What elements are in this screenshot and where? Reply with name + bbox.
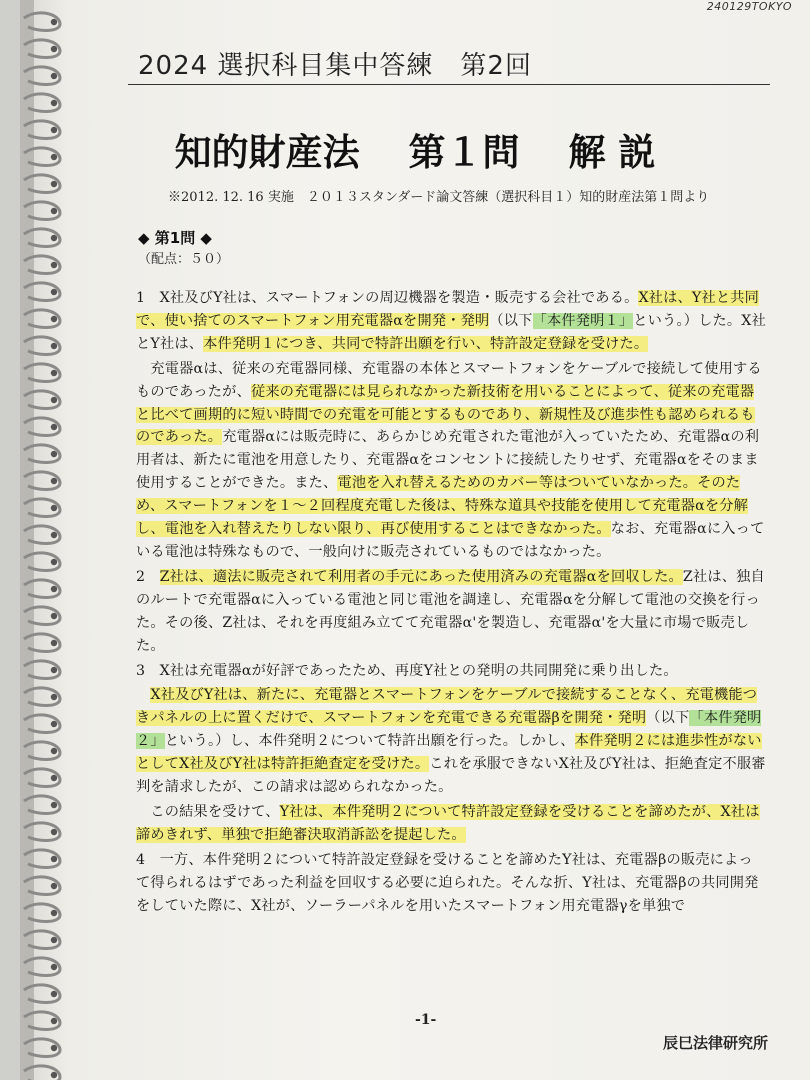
title-label: 解 説: [568, 131, 656, 174]
binding-hole: [51, 73, 57, 79]
binding-hole: [51, 964, 57, 970]
document-code: 240129TOKYO: [706, 0, 792, 13]
text-run: （以下: [646, 710, 690, 727]
binding-hole: [51, 721, 57, 727]
highlight-yellow: 本件発明１につき、共同で特許出願を行い、特許設定登録を受けた。: [203, 335, 649, 352]
text-run: これを承服できないX社及びY社は、拒絶査定不服審判を請求したが、この請求は認められなかった。: [136, 756, 766, 796]
text-run: Z社は、独自のルートで充電器αに入っている電池と同じ電池を調達し、充電器αを分解して電池の交換を行った。その後、Z社は、それを再度組み立てて充電器α'を製造し、充電器α'を大量に市場で販売した。: [136, 568, 765, 654]
text-run: 3 X社は充電器αが好評であったため、再度Y社との発明の共同開発に乗り出した。: [136, 662, 678, 679]
highlight-yellow: X社及びY社は、新たに、充電器とスマートフォンをケーブルで接続することなく、充電機能つきパネルの上に置くだけで、スマートフォンを充電できる充電器βを開発・発明: [136, 687, 758, 727]
binding-hole: [51, 856, 57, 862]
paragraph: [136, 684, 766, 799]
points-allocation: （配点：５０）: [138, 252, 230, 267]
binding-hole: [51, 1018, 57, 1024]
text-run: 充電器αには販売時に、あらかじめ充電された電池が入っていたため、充電器αの利用者は、新たに電池を用意したり、充電器αをコンセントに接続したりせず、充電器αをそのまま使用することができた。また、: [136, 429, 760, 492]
paragraph: [136, 358, 766, 564]
binding-hole: [51, 505, 57, 511]
binding-hole: [51, 802, 57, 808]
text-run: この結果を受けて、: [136, 803, 280, 820]
text-run: という。）し、本件発明２について特許出願を行った。しかし、: [164, 733, 575, 750]
binding-hole: [51, 100, 57, 106]
question-body: [136, 287, 766, 917]
highlight-yellow: Z社は、適法に販売されて利用者の手元にあった使用済みの充電器αを回収した。: [159, 568, 683, 585]
binding-hole: [51, 613, 57, 619]
text-run: [136, 687, 150, 703]
highlight-yellow: 新規性及び進歩性も認められるものであった。: [136, 406, 755, 446]
binding-hole: [51, 910, 57, 916]
question-heading: ◆ 第1問 ◆: [138, 229, 212, 247]
binding-hole: [51, 667, 57, 673]
binding-hole: [51, 478, 57, 484]
document-page: [20, 0, 810, 1080]
paragraph: [136, 287, 766, 356]
title-rule: [128, 84, 770, 85]
text-run: （以下: [489, 312, 533, 329]
binding-hole: [51, 991, 57, 997]
title-number: 第１問: [408, 131, 520, 174]
paragraph: [136, 660, 766, 683]
highlight-yellow: そのため、スマートフォンを１～２回程度充電した後は、特殊な道具や技能を使用して充電器αを分解し、電池を入れ替えたりしない限り、再び使用することはできなかった。: [136, 475, 749, 538]
highlight-yellow: 本件発明２には進歩性がないとしてX社及びY社は特許拒絶査定を受けた。: [136, 733, 762, 773]
text-run: 2: [136, 568, 160, 585]
highlight-green: 「本件発明２」: [136, 710, 762, 750]
highlight-green: 「本件発明１」: [532, 312, 634, 329]
binding-hole: [51, 397, 57, 403]
binding-hole: [51, 640, 57, 646]
highlight-yellow: 電池を入れ替えるためのカバー等はついていなかった。: [337, 475, 698, 492]
binding-hole: [51, 19, 57, 25]
binding-hole: [51, 235, 57, 241]
binding-hole: [51, 208, 57, 214]
binding-hole: [51, 532, 57, 538]
binding-hole: [51, 370, 57, 376]
binding-hole: [51, 181, 57, 187]
paragraph: [136, 849, 766, 918]
highlight-yellow: 従来の充電器には見られなかった新技術を用いることによって、従来の充電器と比べて画期的に短い時間での充電を可能とするものであり、: [136, 383, 755, 423]
binding-hole: [51, 775, 57, 781]
highlight-yellow: X社は、Y社と共同で、使い捨てのスマートフォン用充電器αを開発・発明: [136, 290, 760, 329]
text-run: 1 X社及びY社は、スマートフォンの周辺機器を製造・販売する会社である。: [136, 290, 639, 306]
paragraph: [136, 801, 766, 847]
binding-hole: [51, 883, 57, 889]
binding-hole: [51, 586, 57, 592]
binding-hole: [51, 289, 57, 295]
binding-hole: [51, 316, 57, 322]
binding-hole: [51, 424, 57, 430]
binding-hole: [51, 829, 57, 835]
page-title: [20, 122, 810, 176]
publisher-name: 辰巳法律研究所: [662, 1034, 768, 1052]
binding-hole: [51, 937, 57, 943]
binding-hole: [51, 46, 57, 52]
series-title: 2024 選択科目集中答練 第2回: [138, 51, 532, 81]
source-note: ※2012. 12. 16 実施 ２０１３スタンダード論文答練（選択科目１）知的財産法第１問より: [168, 190, 710, 205]
binding-hole: [51, 748, 57, 754]
binding-hole: [51, 1072, 57, 1078]
binding-hole: [51, 262, 57, 268]
text-run: 4 一方、本件発明２について特許設定登録を受けることを諦めたY社は、充電器βの販売によって得られるはずであった利益を回収する必要に迫られた。そんな折、Y社は、充電器βの共同開発をしていた際に、X社が、ソーラーパネルを用いたスマートフォン用充電器γを単独で: [136, 851, 759, 914]
text-run: という。）した。X社とY社は、: [136, 312, 766, 352]
title-subject: 知的財産法: [174, 131, 360, 174]
binding-hole: [51, 343, 57, 349]
paragraph: [136, 566, 766, 658]
text-run: 充電器αは、従来の充電器同様、充電器の本体とスマートフォンをケーブルで接続して使用するものであったが、: [136, 360, 762, 400]
page-number: -1-: [415, 1012, 437, 1028]
binding-hole: [51, 1045, 57, 1051]
highlight-yellow: Y社は、本件発明２について特許設定登録を受けることを諦めたが、X社は諦めきれず、単独で拒絶審決取消訴訟を提起した。: [136, 803, 760, 843]
binding-hole: [51, 694, 57, 700]
binding-hole: [51, 451, 57, 457]
binding-hole: [51, 559, 57, 565]
text-run: なお、充電器αに入っている電池は特殊なもので、一般向けに販売されているものではなかった。: [136, 521, 765, 560]
